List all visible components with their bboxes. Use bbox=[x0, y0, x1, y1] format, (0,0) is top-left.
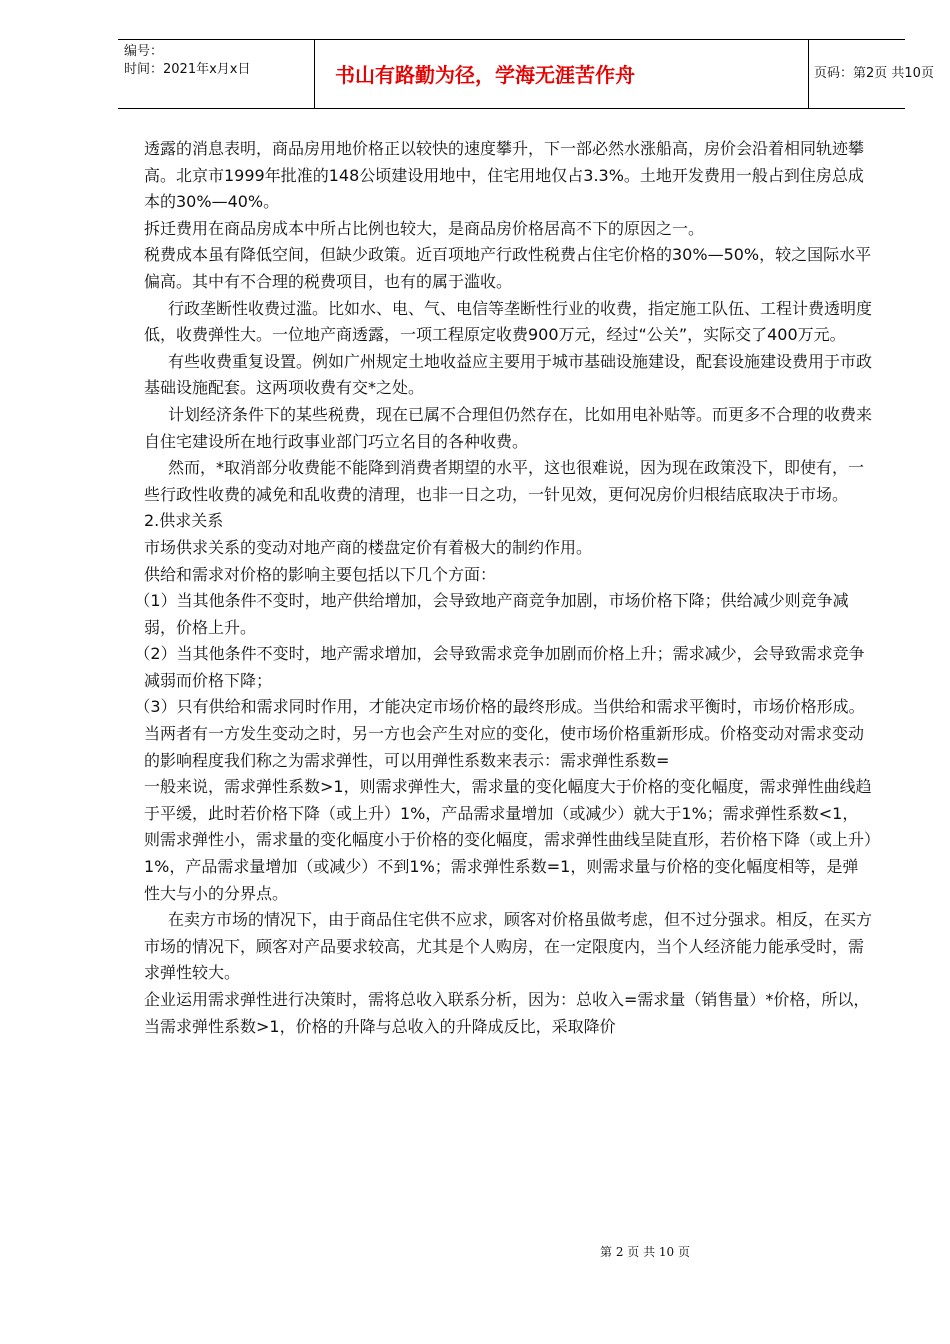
paragraph: 市场供求关系的变动对地产商的楼盘定价有着极大的制约作用。 bbox=[144, 537, 593, 557]
paragraph: 行政垄断性收费过滥。比如水、电、气、电信等垄断性行业的收费，指定施工队伍、工程计费透明度低，收费弹性大。一位地产商透露，一项工程原定收费900万元，经过“公关”，实际交了400万元。 bbox=[144, 298, 873, 345]
list-item: （1）当其他条件不变时，地产供给增加，会导致地产商竞争加剧，市场价格下降；供给减少则竞争减弱，价格上升。 bbox=[134, 591, 849, 637]
paragraph: 有些收费重复设置。例如广州规定土地收益应主要用于城市基础设施建设，配套设施建设费用于市政基础设施配套。这两项收费有交*之处。 bbox=[144, 351, 873, 398]
header-page-info: 页码：第2页 共10页 bbox=[814, 66, 934, 81]
paragraph: 然而，*取消部分收费能不能降到消费者期望的水平，这也很难说，因为现在政策没下，即使有，一些行政性收费的减免和乱收费的清理，也非一日之功，一针见效，更何况房价归根结底取决于市场。 bbox=[144, 458, 865, 504]
document-number-label: 编号： bbox=[124, 44, 164, 59]
page-header bbox=[118, 39, 934, 109]
paragraph: 在卖方市场的情况下，由于商品住宅供不应求，顾客对价格虽做考虑，但不过分强求。相反，在买方市场的情况下，顾客对产品要求较高，尤其是个人购房，在一定限度内，当个人经济能力能承受时，需求弹性较大。 bbox=[144, 910, 873, 983]
list-item: （2）当其他条件不变时，地产需求增加，会导致需求竞争加剧而价格上升；需求减少，会导致需求竞争减弱而价格下降； bbox=[134, 644, 865, 690]
paragraph: 一般来说，需求弹性系数>1，则需求弹性大，需求量的变化幅度大于价格的变化幅度，需求弹性曲线趋于平缓，此时若价格下降（或上升）1%，产品需求量增加（或减少）就大于1%；需求弹性系数<1，则需求弹性小，需求量的变化幅度小于价格的变化幅度，需求弹性曲线呈陡直形，若价格下降（或上升）1%，产品需求量增加（或减少）不到1%；需求弹性系数=1，则需求量与价格的变化幅度相等，是弹性大与小的分界点。 bbox=[144, 777, 873, 903]
header-motto: 书山有路勤为径，学海无涯苦作舟 bbox=[335, 63, 635, 87]
header-info-cell bbox=[118, 40, 314, 108]
paragraph: 拆迁费用在商品房成本中所占比例也较大，是商品房价格居高不下的原因之一。 bbox=[144, 218, 705, 238]
list-item: （3）只有供给和需求同时作用，才能决定市场价格的最终形成。当供给和需求平衡时，市场价格形成。当两者有一方发生变动之时，另一方也会产生对应的变化，使市场价格重新形成。价格变动对需求变动的影响程度我们称之为需求弹性，可以用弹性系数来表示：需求弹性系数= bbox=[134, 697, 865, 770]
paragraph: 税费成本虽有降低空间，但缺少政策。近百项地产行政性税费占住宅价格的30%—50%，较之国际水平偏高。其中有不合理的税费项目，也有的属于滥收。 bbox=[144, 245, 872, 291]
document-time-label: 时间：2021年x月x日 bbox=[124, 62, 251, 77]
page-footer: 第 2 页 共 10 页 bbox=[600, 1245, 690, 1259]
paragraph: 企业运用需求弹性进行决策时，需将总收入联系分析，因为：总收入=需求量（销售量）*价格，所以，当需求弹性系数>1，价格的升降与总收入的升降成反比，采取降价 bbox=[144, 990, 870, 1036]
header-page-cell bbox=[808, 40, 934, 108]
section-heading: 2.供求关系 bbox=[144, 511, 224, 531]
paragraph: 透露的消息表明，商品房用地价格正以较快的速度攀升，下一部必然水涨船高，房价会沿着相同轨迹攀高。北京市1999年批准的148公顷建设用地中，住宅用地仅占3.3%。土地开发费用一般占到住房总成本的30%—40%。 bbox=[144, 139, 865, 212]
paragraph: 供给和需求对价格的影响主要包括以下几个方面： bbox=[144, 564, 497, 584]
header-motto-cell bbox=[314, 40, 809, 108]
paragraph: 计划经济条件下的某些税费，现在已属不合理但仍然存在，比如用电补贴等。而更多不合理的收费来自住宅建设所在地行政事业部门巧立名目的各种收费。 bbox=[144, 404, 873, 451]
document-body bbox=[134, 136, 874, 1040]
